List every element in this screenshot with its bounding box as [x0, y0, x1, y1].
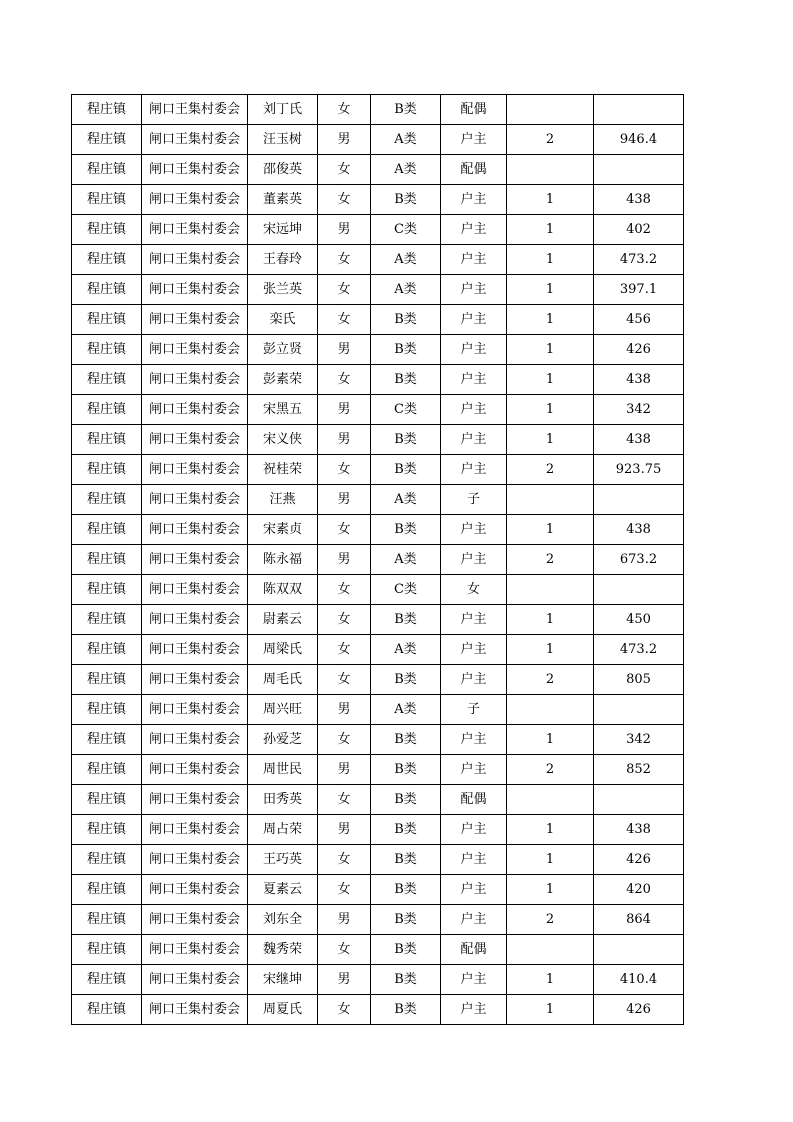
- relation-cell: 户主: [441, 995, 507, 1025]
- gender-cell: 女: [318, 875, 371, 905]
- table-row: [72, 275, 684, 305]
- amount-cell: [594, 575, 684, 605]
- category-cell: A类: [371, 245, 441, 275]
- name-cell: 王春玲: [248, 245, 318, 275]
- name-cell: 汪玉树: [248, 125, 318, 155]
- gender-cell: 男: [318, 905, 371, 935]
- table-row: [72, 245, 684, 275]
- name-cell: 周世民: [248, 755, 318, 785]
- town-cell: 程庄镇: [72, 185, 142, 215]
- village-cell: 闸口王集村委会: [142, 515, 248, 545]
- amount-cell: 420: [594, 875, 684, 905]
- village-cell: 闸口王集村委会: [142, 305, 248, 335]
- household-count-cell: [507, 95, 594, 125]
- amount-cell: 673.2: [594, 545, 684, 575]
- village-cell: 闸口王集村委会: [142, 875, 248, 905]
- relation-cell: 户主: [441, 725, 507, 755]
- household-count-cell: 1: [507, 275, 594, 305]
- household-count-cell: 1: [507, 215, 594, 245]
- relation-cell: 户主: [441, 335, 507, 365]
- gender-cell: 女: [318, 605, 371, 635]
- town-cell: 程庄镇: [72, 905, 142, 935]
- relation-cell: 户主: [441, 965, 507, 995]
- amount-cell: [594, 155, 684, 185]
- relation-cell: 户主: [441, 905, 507, 935]
- relation-cell: 配偶: [441, 785, 507, 815]
- category-cell: B类: [371, 515, 441, 545]
- household-count-cell: 1: [507, 875, 594, 905]
- relation-cell: 户主: [441, 665, 507, 695]
- village-cell: 闸口王集村委会: [142, 725, 248, 755]
- amount-cell: 426: [594, 845, 684, 875]
- category-cell: A类: [371, 545, 441, 575]
- name-cell: 周兴旺: [248, 695, 318, 725]
- household-count-cell: 2: [507, 665, 594, 695]
- gender-cell: 女: [318, 635, 371, 665]
- household-count-cell: 1: [507, 185, 594, 215]
- table-row: [72, 665, 684, 695]
- gender-cell: 女: [318, 845, 371, 875]
- relation-cell: 户主: [441, 875, 507, 905]
- table-row: [72, 965, 684, 995]
- table-row: [72, 995, 684, 1025]
- gender-cell: 男: [318, 395, 371, 425]
- town-cell: 程庄镇: [72, 605, 142, 635]
- gender-cell: 男: [318, 695, 371, 725]
- town-cell: 程庄镇: [72, 515, 142, 545]
- household-count-cell: [507, 485, 594, 515]
- amount-cell: 397.1: [594, 275, 684, 305]
- category-cell: B类: [371, 815, 441, 845]
- category-cell: B类: [371, 755, 441, 785]
- category-cell: A类: [371, 155, 441, 185]
- amount-cell: 438: [594, 815, 684, 845]
- amount-cell: 426: [594, 335, 684, 365]
- amount-cell: 852: [594, 755, 684, 785]
- category-cell: B类: [371, 665, 441, 695]
- gender-cell: 女: [318, 725, 371, 755]
- village-cell: 闸口王集村委会: [142, 695, 248, 725]
- gender-cell: 男: [318, 425, 371, 455]
- town-cell: 程庄镇: [72, 545, 142, 575]
- name-cell: 田秀英: [248, 785, 318, 815]
- household-count-cell: 1: [507, 515, 594, 545]
- amount-cell: 426: [594, 995, 684, 1025]
- gender-cell: 女: [318, 935, 371, 965]
- town-cell: 程庄镇: [72, 95, 142, 125]
- town-cell: 程庄镇: [72, 845, 142, 875]
- category-cell: B类: [371, 425, 441, 455]
- village-cell: 闸口王集村委会: [142, 335, 248, 365]
- town-cell: 程庄镇: [72, 395, 142, 425]
- amount-cell: [594, 935, 684, 965]
- village-cell: 闸口王集村委会: [142, 215, 248, 245]
- category-cell: B类: [371, 785, 441, 815]
- table-row: [72, 425, 684, 455]
- household-count-cell: 1: [507, 845, 594, 875]
- category-cell: B类: [371, 965, 441, 995]
- town-cell: 程庄镇: [72, 425, 142, 455]
- category-cell: B类: [371, 725, 441, 755]
- household-count-cell: 1: [507, 725, 594, 755]
- village-cell: 闸口王集村委会: [142, 905, 248, 935]
- gender-cell: 女: [318, 455, 371, 485]
- table-row: [72, 305, 684, 335]
- gender-cell: 女: [318, 995, 371, 1025]
- table-row: [72, 875, 684, 905]
- relation-cell: 户主: [441, 125, 507, 155]
- gender-cell: 女: [318, 665, 371, 695]
- town-cell: 程庄镇: [72, 665, 142, 695]
- name-cell: 宋黑五: [248, 395, 318, 425]
- household-count-cell: [507, 695, 594, 725]
- amount-cell: 923.75: [594, 455, 684, 485]
- town-cell: 程庄镇: [72, 935, 142, 965]
- name-cell: 栾氏: [248, 305, 318, 335]
- amount-cell: 438: [594, 365, 684, 395]
- category-cell: B类: [371, 905, 441, 935]
- name-cell: 陈永福: [248, 545, 318, 575]
- category-cell: A类: [371, 485, 441, 515]
- gender-cell: 女: [318, 515, 371, 545]
- town-cell: 程庄镇: [72, 455, 142, 485]
- gender-cell: 男: [318, 755, 371, 785]
- town-cell: 程庄镇: [72, 755, 142, 785]
- table-row: [72, 365, 684, 395]
- village-cell: 闸口王集村委会: [142, 665, 248, 695]
- town-cell: 程庄镇: [72, 635, 142, 665]
- table-row: [72, 815, 684, 845]
- table-row: [72, 635, 684, 665]
- household-count-cell: 2: [507, 125, 594, 155]
- category-cell: C类: [371, 215, 441, 245]
- category-cell: B类: [371, 845, 441, 875]
- town-cell: 程庄镇: [72, 275, 142, 305]
- household-count-cell: 1: [507, 995, 594, 1025]
- village-cell: 闸口王集村委会: [142, 935, 248, 965]
- town-cell: 程庄镇: [72, 995, 142, 1025]
- category-cell: B类: [371, 995, 441, 1025]
- town-cell: 程庄镇: [72, 875, 142, 905]
- table-row: [72, 785, 684, 815]
- household-count-cell: 1: [507, 605, 594, 635]
- gender-cell: 女: [318, 305, 371, 335]
- relation-cell: 子: [441, 485, 507, 515]
- town-cell: 程庄镇: [72, 305, 142, 335]
- village-cell: 闸口王集村委会: [142, 485, 248, 515]
- village-cell: 闸口王集村委会: [142, 395, 248, 425]
- household-count-cell: 2: [507, 755, 594, 785]
- category-cell: C类: [371, 575, 441, 605]
- amount-cell: 438: [594, 185, 684, 215]
- table-row: [72, 575, 684, 605]
- table-row: [72, 935, 684, 965]
- household-count-cell: 2: [507, 545, 594, 575]
- relation-cell: 户主: [441, 365, 507, 395]
- table-row: [72, 905, 684, 935]
- relation-cell: 户主: [441, 245, 507, 275]
- name-cell: 周毛氏: [248, 665, 318, 695]
- town-cell: 程庄镇: [72, 155, 142, 185]
- gender-cell: 女: [318, 365, 371, 395]
- relation-cell: 户主: [441, 605, 507, 635]
- table-row: [72, 485, 684, 515]
- village-cell: 闸口王集村委会: [142, 545, 248, 575]
- household-count-cell: 1: [507, 365, 594, 395]
- town-cell: 程庄镇: [72, 815, 142, 845]
- table-row: [72, 605, 684, 635]
- town-cell: 程庄镇: [72, 965, 142, 995]
- village-cell: 闸口王集村委会: [142, 365, 248, 395]
- name-cell: 尉素云: [248, 605, 318, 635]
- amount-cell: 450: [594, 605, 684, 635]
- amount-cell: 456: [594, 305, 684, 335]
- gender-cell: 男: [318, 485, 371, 515]
- household-count-cell: 1: [507, 305, 594, 335]
- category-cell: A类: [371, 125, 441, 155]
- amount-cell: 342: [594, 725, 684, 755]
- village-cell: 闸口王集村委会: [142, 965, 248, 995]
- relation-cell: 配偶: [441, 155, 507, 185]
- amount-cell: 438: [594, 515, 684, 545]
- household-count-cell: 2: [507, 455, 594, 485]
- town-cell: 程庄镇: [72, 575, 142, 605]
- name-cell: 魏秀荣: [248, 935, 318, 965]
- amount-cell: 946.4: [594, 125, 684, 155]
- name-cell: 周占荣: [248, 815, 318, 845]
- household-count-cell: [507, 575, 594, 605]
- name-cell: 周夏氏: [248, 995, 318, 1025]
- relation-cell: 户主: [441, 215, 507, 245]
- village-cell: 闸口王集村委会: [142, 605, 248, 635]
- relation-cell: 配偶: [441, 95, 507, 125]
- category-cell: A类: [371, 635, 441, 665]
- relation-cell: 女: [441, 575, 507, 605]
- village-cell: 闸口王集村委会: [142, 425, 248, 455]
- table-row: [72, 95, 684, 125]
- amount-cell: 473.2: [594, 635, 684, 665]
- name-cell: 彭素荣: [248, 365, 318, 395]
- household-count-cell: 2: [507, 905, 594, 935]
- town-cell: 程庄镇: [72, 125, 142, 155]
- name-cell: 汪燕: [248, 485, 318, 515]
- name-cell: 陈双双: [248, 575, 318, 605]
- roster-body: [72, 95, 684, 1025]
- village-cell: 闸口王集村委会: [142, 575, 248, 605]
- village-cell: 闸口王集村委会: [142, 455, 248, 485]
- table-row: [72, 845, 684, 875]
- village-cell: 闸口王集村委会: [142, 995, 248, 1025]
- town-cell: 程庄镇: [72, 215, 142, 245]
- category-cell: B类: [371, 365, 441, 395]
- amount-cell: [594, 695, 684, 725]
- village-cell: 闸口王集村委会: [142, 635, 248, 665]
- household-count-cell: [507, 155, 594, 185]
- gender-cell: 男: [318, 965, 371, 995]
- name-cell: 孙爱芝: [248, 725, 318, 755]
- name-cell: 张兰英: [248, 275, 318, 305]
- category-cell: C类: [371, 395, 441, 425]
- gender-cell: 男: [318, 125, 371, 155]
- relation-cell: 户主: [441, 545, 507, 575]
- name-cell: 彭立贤: [248, 335, 318, 365]
- name-cell: 宋义侠: [248, 425, 318, 455]
- amount-cell: 438: [594, 425, 684, 455]
- category-cell: A类: [371, 275, 441, 305]
- table-row: [72, 755, 684, 785]
- amount-cell: 402: [594, 215, 684, 245]
- table-row: [72, 695, 684, 725]
- household-count-cell: 1: [507, 635, 594, 665]
- table-row: [72, 545, 684, 575]
- table-row: [72, 125, 684, 155]
- category-cell: A类: [371, 695, 441, 725]
- household-count-cell: 1: [507, 815, 594, 845]
- relation-cell: 户主: [441, 395, 507, 425]
- town-cell: 程庄镇: [72, 245, 142, 275]
- gender-cell: 男: [318, 335, 371, 365]
- table-row: [72, 455, 684, 485]
- village-cell: 闸口王集村委会: [142, 245, 248, 275]
- relation-cell: 户主: [441, 635, 507, 665]
- table-row: [72, 185, 684, 215]
- household-count-cell: 1: [507, 335, 594, 365]
- relation-cell: 户主: [441, 185, 507, 215]
- town-cell: 程庄镇: [72, 365, 142, 395]
- amount-cell: 805: [594, 665, 684, 695]
- category-cell: B类: [371, 185, 441, 215]
- gender-cell: 女: [318, 245, 371, 275]
- category-cell: B类: [371, 335, 441, 365]
- household-count-cell: [507, 935, 594, 965]
- relation-cell: 户主: [441, 755, 507, 785]
- name-cell: 祝桂荣: [248, 455, 318, 485]
- table-row: [72, 155, 684, 185]
- table-row: [72, 395, 684, 425]
- relation-cell: 户主: [441, 425, 507, 455]
- gender-cell: 女: [318, 155, 371, 185]
- relation-cell: 户主: [441, 455, 507, 485]
- name-cell: 宋远坤: [248, 215, 318, 245]
- name-cell: 王巧英: [248, 845, 318, 875]
- name-cell: 宋素贞: [248, 515, 318, 545]
- name-cell: 刘东全: [248, 905, 318, 935]
- household-count-cell: [507, 785, 594, 815]
- village-cell: 闸口王集村委会: [142, 275, 248, 305]
- table-row: [72, 515, 684, 545]
- name-cell: 夏素云: [248, 875, 318, 905]
- amount-cell: 473.2: [594, 245, 684, 275]
- amount-cell: 864: [594, 905, 684, 935]
- village-cell: 闸口王集村委会: [142, 95, 248, 125]
- relation-cell: 户主: [441, 305, 507, 335]
- town-cell: 程庄镇: [72, 485, 142, 515]
- category-cell: B类: [371, 95, 441, 125]
- roster-table: [71, 94, 684, 1025]
- table-row: [72, 335, 684, 365]
- category-cell: B类: [371, 875, 441, 905]
- amount-cell: [594, 95, 684, 125]
- gender-cell: 男: [318, 215, 371, 245]
- village-cell: 闸口王集村委会: [142, 785, 248, 815]
- town-cell: 程庄镇: [72, 785, 142, 815]
- village-cell: 闸口王集村委会: [142, 185, 248, 215]
- town-cell: 程庄镇: [72, 695, 142, 725]
- village-cell: 闸口王集村委会: [142, 155, 248, 185]
- gender-cell: 女: [318, 575, 371, 605]
- gender-cell: 女: [318, 185, 371, 215]
- household-count-cell: 1: [507, 395, 594, 425]
- village-cell: 闸口王集村委会: [142, 845, 248, 875]
- relation-cell: 户主: [441, 515, 507, 545]
- table-row: [72, 725, 684, 755]
- amount-cell: 410.4: [594, 965, 684, 995]
- relation-cell: 子: [441, 695, 507, 725]
- category-cell: B类: [371, 455, 441, 485]
- category-cell: B类: [371, 935, 441, 965]
- amount-cell: 342: [594, 395, 684, 425]
- category-cell: B类: [371, 305, 441, 335]
- name-cell: 邵俊英: [248, 155, 318, 185]
- name-cell: 刘丁氏: [248, 95, 318, 125]
- household-count-cell: 1: [507, 965, 594, 995]
- gender-cell: 男: [318, 545, 371, 575]
- village-cell: 闸口王集村委会: [142, 125, 248, 155]
- amount-cell: [594, 485, 684, 515]
- name-cell: 宋继坤: [248, 965, 318, 995]
- name-cell: 董素英: [248, 185, 318, 215]
- relation-cell: 户主: [441, 815, 507, 845]
- town-cell: 程庄镇: [72, 335, 142, 365]
- relation-cell: 配偶: [441, 935, 507, 965]
- relation-cell: 户主: [441, 845, 507, 875]
- amount-cell: [594, 785, 684, 815]
- town-cell: 程庄镇: [72, 725, 142, 755]
- gender-cell: 女: [318, 275, 371, 305]
- category-cell: B类: [371, 605, 441, 635]
- household-count-cell: 1: [507, 245, 594, 275]
- gender-cell: 女: [318, 95, 371, 125]
- household-count-cell: 1: [507, 425, 594, 455]
- village-cell: 闸口王集村委会: [142, 815, 248, 845]
- relation-cell: 户主: [441, 275, 507, 305]
- name-cell: 周梁氏: [248, 635, 318, 665]
- gender-cell: 女: [318, 785, 371, 815]
- table-row: [72, 215, 684, 245]
- gender-cell: 男: [318, 815, 371, 845]
- village-cell: 闸口王集村委会: [142, 755, 248, 785]
